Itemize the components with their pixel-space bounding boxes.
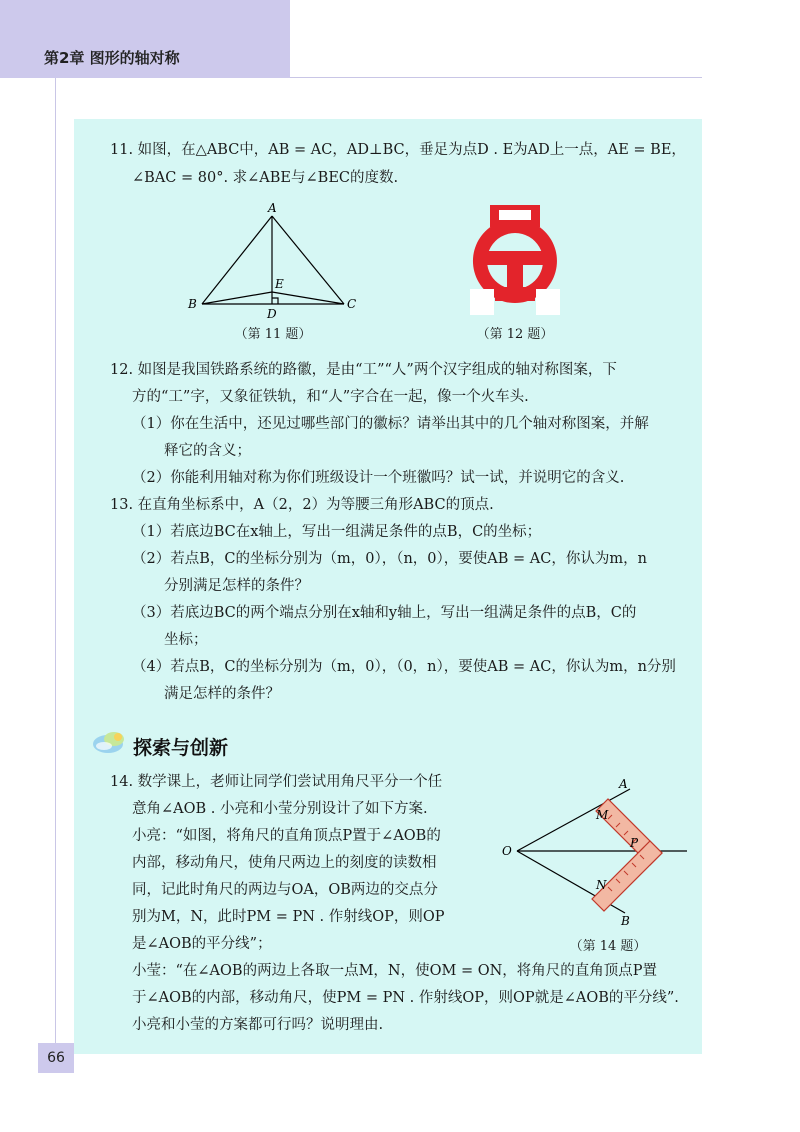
segment-ce bbox=[272, 292, 344, 304]
problem-14-line-4: 内部，移动角尺，使角尺两边上的刻度的读数相 bbox=[132, 855, 437, 871]
explore-icon bbox=[92, 728, 130, 756]
label-b: B bbox=[621, 914, 630, 928]
figure-12-caption: （第 12 题） bbox=[476, 327, 554, 342]
problem-13-line-8: 满足怎样的条件？ bbox=[164, 686, 280, 702]
label-m: M bbox=[596, 808, 609, 822]
problem-13-line-6: 坐标； bbox=[164, 632, 208, 648]
problem-13-line-7: （4）若点B，C的坐标分别为（m，0），（0，n），要使AB = AC，你认为m，n分别 bbox=[132, 659, 676, 675]
problem-13-line-1: 13. 在直角坐标系中，A（2，2）为等腰三角形ABC的顶点. bbox=[110, 497, 494, 513]
label-b: B bbox=[188, 297, 197, 311]
section-title: 探索与创新 bbox=[133, 737, 229, 759]
page-number-box bbox=[38, 1043, 74, 1073]
railway-emblem bbox=[470, 205, 560, 315]
chapter-title: 第2章 图形的轴对称 bbox=[44, 49, 180, 67]
problem-12-line-2: 方的“工”字，又象征铁轨，和“人”字合在一起，像一个火车头. bbox=[132, 389, 529, 405]
problem-11-line-2: ∠BAC = 80°. 求∠ABE与∠BEC的度数. bbox=[132, 170, 399, 186]
problem-13-line-2: （1）若底边BC在x轴上，写出一组满足条件的点B，C的坐标； bbox=[132, 524, 542, 540]
problem-12-line-4: 释它的含义； bbox=[164, 443, 251, 459]
problem-13-line-4: 分别满足怎样的条件？ bbox=[164, 578, 309, 594]
problem-14-line-9: 于∠AOB的内部，移动角尺，使PM = PN . 作射线OP，则OP就是∠AOB的平分线”. bbox=[132, 990, 679, 1006]
problem-14-line-3: 小亮：“如图，将角尺的直角顶点P置于∠AOB的 bbox=[132, 828, 441, 844]
label-n: N bbox=[596, 878, 607, 892]
problem-13-line-5: （3）若底边BC的两个端点分别在x轴和y轴上，写出一组满足条件的点B，C的 bbox=[132, 605, 637, 621]
problem-14-line-10: 小亮和小莹的方案都可行吗？说明理由. bbox=[132, 1017, 384, 1033]
triangle-figure bbox=[180, 200, 360, 320]
page-number: 66 bbox=[47, 1050, 65, 1066]
label-a: A bbox=[268, 201, 277, 215]
label-c: C bbox=[347, 297, 357, 311]
problem-14-line-7: 是∠AOB的平分线”； bbox=[132, 936, 272, 952]
figure-14-caption: （第 14 题） bbox=[569, 939, 647, 954]
problem-14-line-1: 14. 数学课上，老师让同学们尝试用角尺平分一个任 bbox=[110, 774, 443, 790]
problem-14-line-6: 别为M，N，此时PM = PN . 作射线OP，则OP bbox=[132, 909, 445, 925]
angle-ruler-figure bbox=[500, 775, 700, 930]
side-ab bbox=[202, 216, 272, 304]
label-d: D bbox=[267, 307, 277, 321]
problem-14-line-2: 意角∠AOB . 小亮和小莹分别设计了如下方案. bbox=[132, 801, 428, 817]
problem-14-line-5: 同，记此时角尺的两边与OA，OB两边的交点分 bbox=[132, 882, 438, 898]
problem-12-line-1: 12. 如图是我国铁路系统的路徽，是由“工”“人”两个汉字组成的轴对称图案，下 bbox=[110, 362, 617, 378]
chapter-tab bbox=[0, 0, 290, 78]
header-rule bbox=[290, 77, 702, 78]
problem-14-line-8: 小莹：“在∠AOB的两边上各取一点M，N，使OM = ON，将角尺的直角顶点P置 bbox=[132, 963, 658, 979]
label-a: A bbox=[619, 777, 628, 791]
problem-11-line-1: 11. 如图，在△ABC中，AB = AC，AD⊥BC，垂足为点D . E为AD上一点，AE = BE， bbox=[110, 142, 686, 158]
problem-12-line-3: （1）你在生活中，还见过哪些部门的徽标？请举出其中的几个轴对称图案，并解 bbox=[132, 416, 649, 432]
figure-11-caption: （第 11 题） bbox=[234, 327, 312, 342]
label-p: P bbox=[630, 836, 639, 850]
margin-rule bbox=[55, 78, 56, 1068]
label-o: O bbox=[502, 844, 512, 858]
problem-12-line-5: （2）你能利用轴对称为你们班级设计一个班徽吗？试一试，并说明它的含义. bbox=[132, 470, 625, 486]
problem-13-line-3: （2）若点B，C的坐标分别为（m，0），（n，0），要使AB = AC，你认为m，n bbox=[132, 551, 647, 567]
right-angle-mark bbox=[272, 298, 278, 304]
label-e: E bbox=[275, 277, 284, 291]
segment-be bbox=[202, 292, 272, 304]
